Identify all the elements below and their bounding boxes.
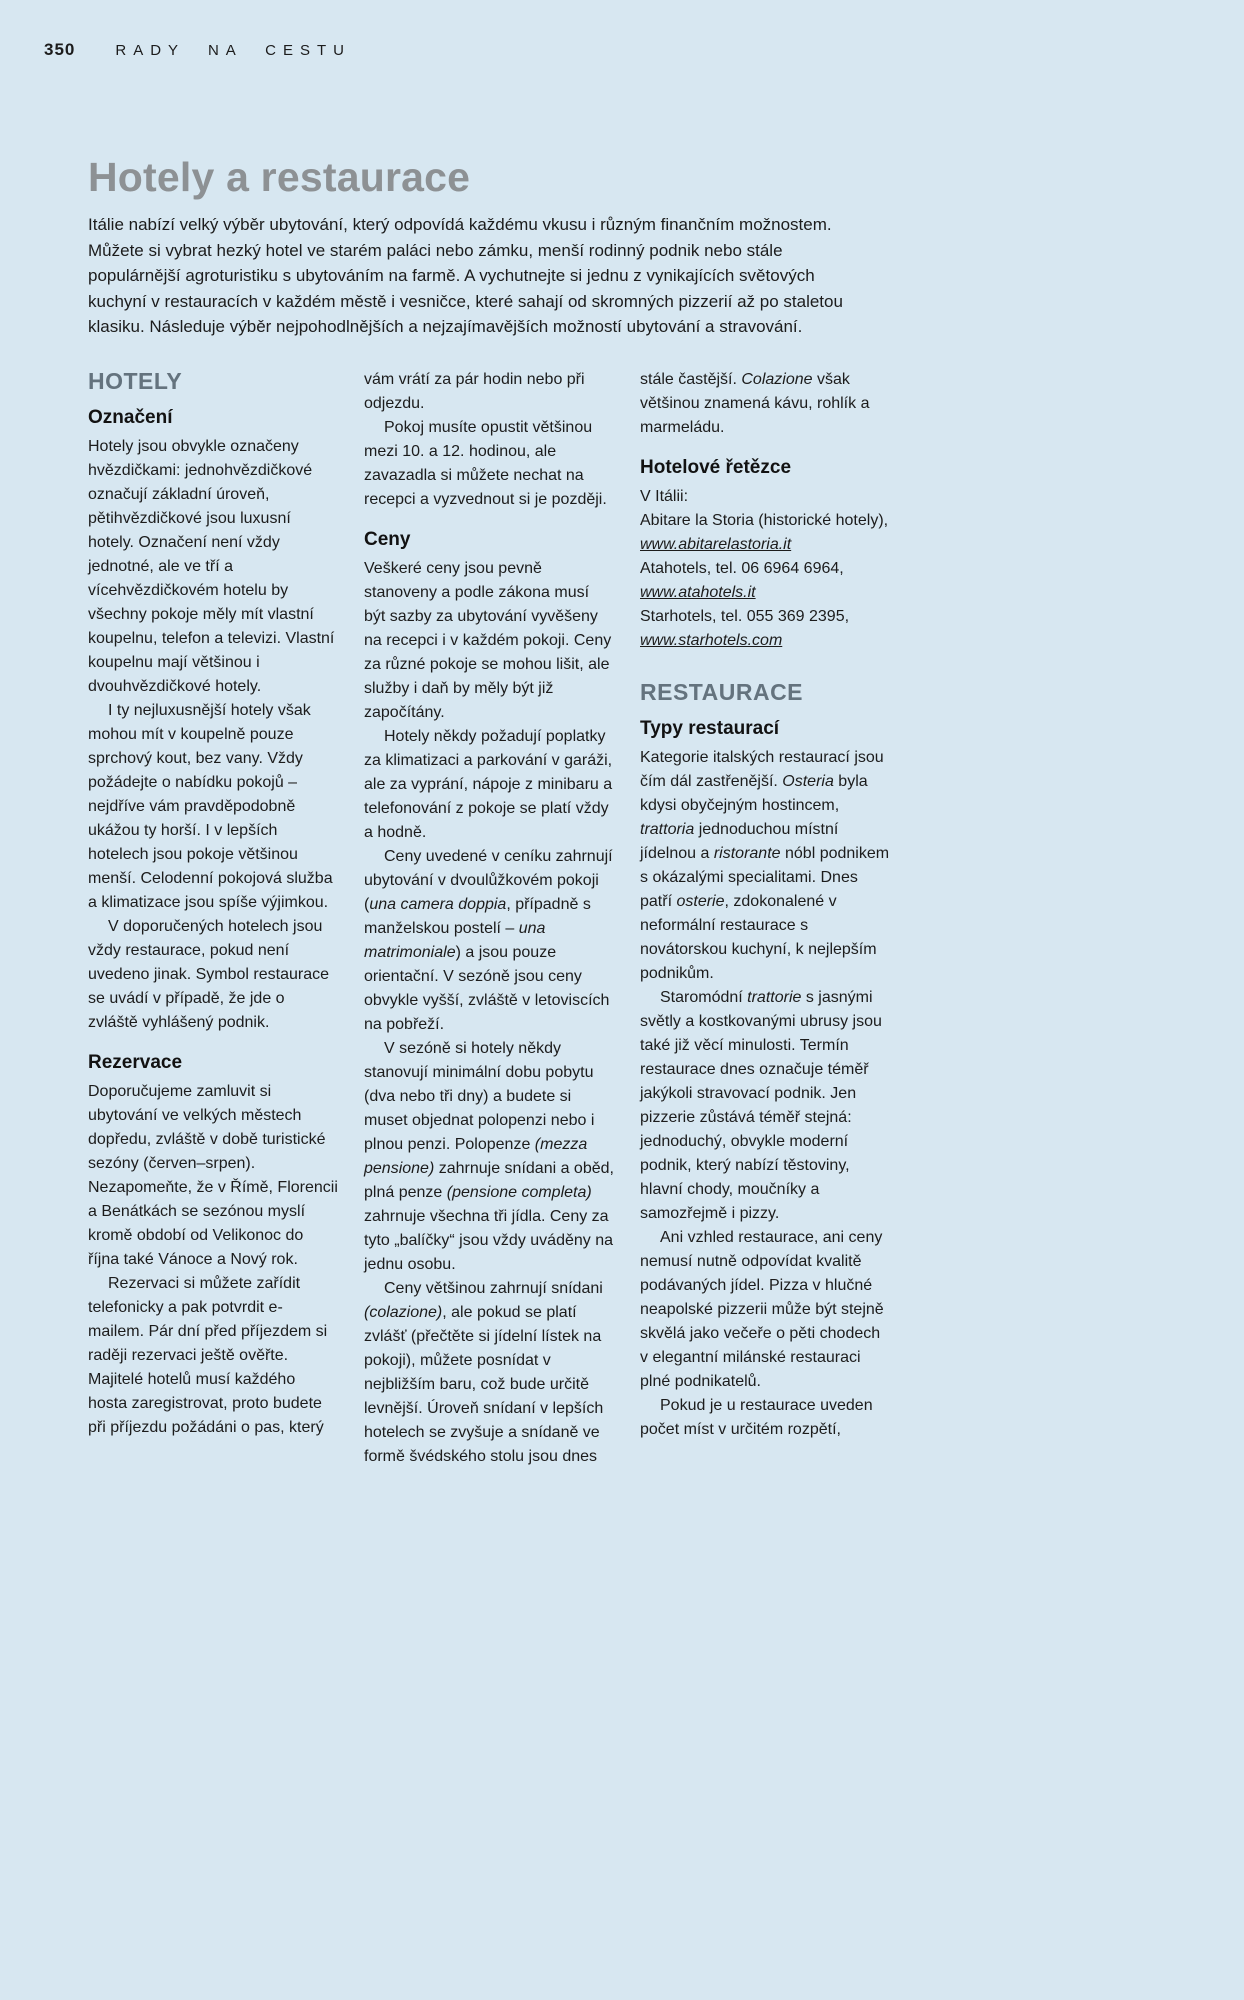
url-text: www.abitarelastoria.it — [640, 535, 792, 553]
paragraph: vám vrátí za pár hodin nebo při odjezdu. — [364, 370, 585, 412]
paragraph: Kategorie italských restaurací jsou čím dál zastřenější. Osteria byla kdysi obyčejným hostincem, trattoria jednoduchou místní jídelnou a ristorante nóbl podnikem s okázalými specialitami. Dnes patří osterie, zdokonalené v neformální restaurace s novátorskou kuchyní, k nejlepším podnikům. — [640, 748, 890, 982]
paragraph: Hotely někdy požadují poplatky za klimatizaci a parkování v garáži, ale za vyprání, nápoje z minibaru a telefonování z pokoje se platí vždy a hodně. — [364, 727, 613, 841]
italic-term: trattoria — [640, 820, 695, 838]
paragraph: Ani vzhled restaurace, ani ceny nemusí nutně odpovídat kvalitě podávaných jídel. Pizza v hlučné neapolské pizzerii může být stejně skvělá jako večeře o pěti chodech v elegantní milánské restauraci plné podnikatelů. — [640, 1228, 884, 1390]
paragraph: Staromódní trattorie s jasnými světly a kostkovanými ubrusy jsou také již věcí minulosti. Termín restaurace dnes označuje téměř jakýkoli stravovací podnik. Jen pizzerie zůstává téměř stejná: jednoduchý, obvykle moderní podnik, který nabízí těstoviny, hlavní chody, moučníky a samozřejmě i pizzy. — [640, 988, 882, 1222]
page-number: 350 — [44, 40, 76, 59]
url-text: www.atahotels.it — [640, 583, 756, 601]
italic-term: una matrimoniale — [364, 919, 546, 961]
paragraph: Ceny většinou zahrnují snídani (colazione), ale pokud se platí zvlášť (přečtěte si jídelní lístek na pokoji), můžete posnídat v nejbližším baru, což bude určitě levnější. Úroveň snídaní v lepších hotelech se zvyšuje a snídaně ve formě švédského stolu jsou dnes — [364, 1279, 604, 1465]
content-area — [0, 154, 894, 1469]
intro-paragraph: Itálie nabízí velký výběr ubytování, který odpovídá každému vkusu i různým finančním možnostem. Můžete si vybrat hezký hotel ve starém paláci nebo zámku, menší rodinný podnik nebo stále populárnější agroturistiku s ubytováním na farmě. A vychutnejte si jednu z vynikajících světových kuchyní v restauracích v každém městě i vesničce, které sahají od skromných pizzerií až po staletou klasiku. Následuje výběr nejpohodlnějších a nejzajímavějších možností ubytování a stravování. — [88, 215, 843, 336]
italic-term: una camera doppia — [369, 895, 507, 913]
paragraph: V sezóně si hotely někdy stanovují minimální dobu pobytu (dva nebo tři dny) a budete si muset objednat polopenzi nebo i plnou penzi. Polopenze (mezza pensione) zahrnuje snídani a oběd, plná penze (pensione completa) zahrnuje všechna tři jídla. Ceny za tyto „balíčky“ jsou vždy uváděny na jednu osobu. — [364, 1039, 614, 1273]
paragraph: I ty nejluxusnější hotely však mohou mít v koupelně pouze sprchový kout, bez vany. Vždy požádejte o nabídku pokojů – nejdříve vám pravděpodobně ukážou ty horší. I v lepších hotelech jsou pokoje většinou menší. Celodenní pokojová služba a klimatizace jsou spíše výjimkou. — [88, 701, 333, 911]
paragraph: Atahotels, tel. 06 6964 6964, www.atahotels.it — [640, 559, 844, 601]
paragraph: Veškeré ceny jsou pevně stanoveny a podle zákona musí být sazby za ubytování vyvěšeny na recepci i v každém pokoji. Ceny za různé pokoje se mohou lišit, ale služby i daň by měly být již započítány. — [364, 559, 612, 721]
paragraph: V Itálii: — [640, 487, 689, 505]
italic-term: (mezza pensione) — [364, 1135, 588, 1177]
paragraph: Pokoj musíte opustit většinou mezi 10. a 12. hodinou, ale zavazadla si můžete nechat na recepci a vyzvednout si je později. — [364, 418, 607, 508]
section-heading: HOTELY — [88, 367, 183, 394]
italic-term: trattorie — [747, 988, 802, 1006]
paragraph: Hotely jsou obvykle označeny hvězdičkami: jednohvězdičkové označují základní úroveň, pětihvězdičkové jsou luxusní hotely. Označení není vždy jednotné, ale ve tří a vícehvězdičkovém hotelu by všechny pokoje měly mít vlastní koupelnu, telefon a televizi. Vlastní koupelnu mají většinou i dvouhvězdičkové hotely. — [88, 437, 335, 695]
paragraph: stále častější. Colazione však většinou znamená kávu, rohlík a marmeládu. — [640, 370, 870, 436]
paragraph: Rezervaci si můžete zařídit telefonicky a pak potvrdit e-mailem. Pár dní před příjezdem si raději rezervaci ještě ověřte. Majitelé hotelů musí každého hosta zaregistrovat, proto budete při příjezdu požádáni o pas, který — [88, 1274, 328, 1436]
running-head: RADY NA CESTU — [115, 42, 351, 59]
paragraph: Abitare la Storia (historické hotely), www.abitarelastoria.it — [640, 511, 889, 553]
subheading: Ceny — [364, 528, 411, 550]
subheading: Označení — [88, 406, 173, 428]
page-header — [0, 0, 1244, 60]
subheading: Hotelové řetězce — [640, 456, 792, 478]
italic-term: osterie — [676, 892, 725, 910]
subheading: Rezervace — [88, 1051, 183, 1073]
paragraph: Ceny uvedené v ceníku zahrnují ubytování v dvoulůžkovém pokoji (una camera doppia, případně s manželskou postelí – una matrimoniale) a jsou pouze orientační. V sezóně jsou ceny obvykle vyšší, zvláště v letoviscích na pobřeží. — [364, 847, 613, 1033]
italic-term: Colazione — [741, 370, 813, 388]
column-3 — [640, 368, 890, 1469]
italic-term: (pensione completa) — [446, 1183, 592, 1201]
page-title: Hotely a restaurace — [88, 154, 471, 200]
italic-term: (colazione) — [364, 1303, 443, 1321]
column-1 — [88, 368, 338, 1469]
paragraph: Starhotels, tel. 055 369 2395, www.starhotels.com — [640, 607, 850, 649]
italic-term: Osteria — [782, 772, 834, 790]
paragraph: V doporučených hotelech jsou vždy restaurace, pokud není uvedeno jinak. Symbol restaurace se uvádí v případě, že jde o zvláště vyhlášený podnik. — [88, 917, 330, 1031]
italic-term: ristorante — [713, 844, 781, 862]
subheading: Typy restaurací — [640, 717, 780, 739]
paragraph: Doporučujeme zamluvit si ubytování ve velkých městech dopředu, zvláště v době turistické sezóny (červen–srpen). Nezapomeňte, že v Římě, Florencii a Benátkách se sezónou myslí kromě období od Velikonoc do října také Vánoce a Nový rok. — [88, 1082, 338, 1268]
paragraph: Pokud je u restaurace uveden počet míst v určitém rozpětí, — [640, 1396, 873, 1438]
text-columns — [88, 368, 894, 1469]
column-2 — [364, 368, 614, 1469]
url-text: www.starhotels.com — [640, 631, 783, 649]
section-heading: RESTAURACE — [640, 678, 804, 705]
